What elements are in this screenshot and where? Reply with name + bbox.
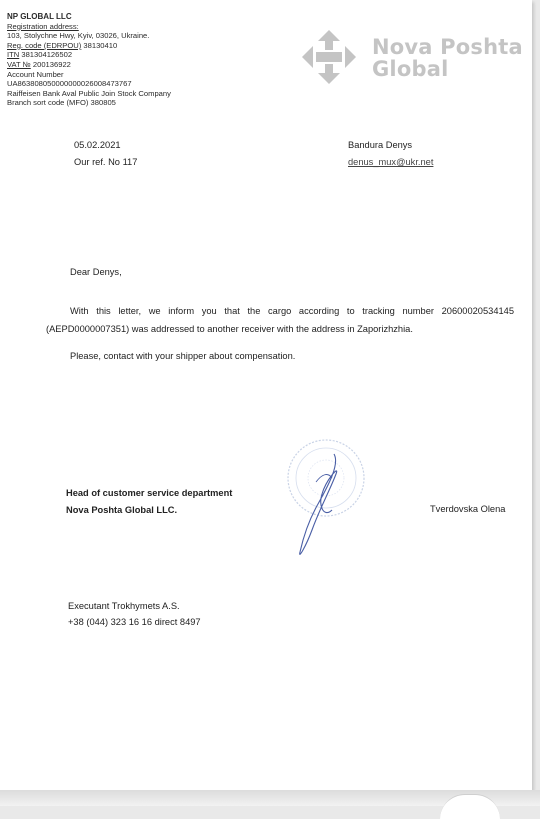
body-paragraph-2: Please, contact with your shipper about compensation. — [70, 351, 296, 361]
account-number: UA863808050000000026008473767 — [7, 79, 132, 89]
itn-line — [7, 50, 171, 60]
executant-info — [68, 598, 201, 630]
reg-code: 38130410 — [83, 40, 118, 50]
itn-number: 381304126502 — [21, 50, 73, 60]
recipient-name: Bandura Denys — [348, 140, 413, 150]
stamp-and-signature — [276, 434, 388, 564]
logo-line-1: Nova Poshta — [372, 35, 523, 59]
signatory-name: Tverdovska Olena — [430, 504, 506, 514]
recipient-email-link[interactable]: denus_mux@ukr.net — [348, 157, 434, 167]
registration-address-label: Registration address: — [7, 21, 79, 31]
signatory-title-line-1: Head of customer service department — [66, 488, 233, 498]
vat-label: VAT № — [7, 59, 31, 69]
bank-name: Raiffeisen Bank Aval Public Join Stock Company — [7, 88, 171, 98]
reference-number: Our ref. No 117 — [74, 157, 138, 167]
letter-date: 05.02.2021 — [74, 140, 121, 150]
executant-phone: +38 (044) 323 16 16 direct 8497 — [68, 617, 201, 627]
company-name: NP GLOBAL LLC — [7, 12, 72, 21]
itn-label: ITN — [7, 50, 20, 60]
signatory-title-line-2: Nova Poshta Global LLC. — [66, 505, 178, 515]
nova-poshta-logo-icon — [300, 28, 358, 86]
reg-code-line — [7, 41, 171, 51]
vat-line — [7, 60, 171, 70]
executant-name: Executant Trokhymets A.S. — [68, 601, 180, 611]
registration-address: 103, Stolychne Hwy, Kyiv, 03026, Ukraine. — [7, 31, 150, 41]
signatory-title — [66, 485, 232, 519]
nova-poshta-logo — [300, 28, 530, 86]
reg-code-label: Reg. code (EDRPOU) — [7, 40, 82, 50]
logo-line-2: Global — [372, 57, 449, 81]
greeting: Dear Denys, — [70, 267, 122, 277]
branch-code: Branch sort code (MFO) 380805 — [7, 98, 116, 108]
logo-wordmark — [372, 36, 523, 80]
body-paragraph-1: With this letter, we inform you that the cargo according to tracking number 20600020534145 (AEPD0000007351) was addressed to another receiver with the address in Zaporizhzhia. — [46, 306, 514, 334]
vat-number: 200136922 — [32, 59, 71, 69]
sender-details — [7, 12, 171, 108]
account-label: Account Number — [7, 69, 64, 79]
